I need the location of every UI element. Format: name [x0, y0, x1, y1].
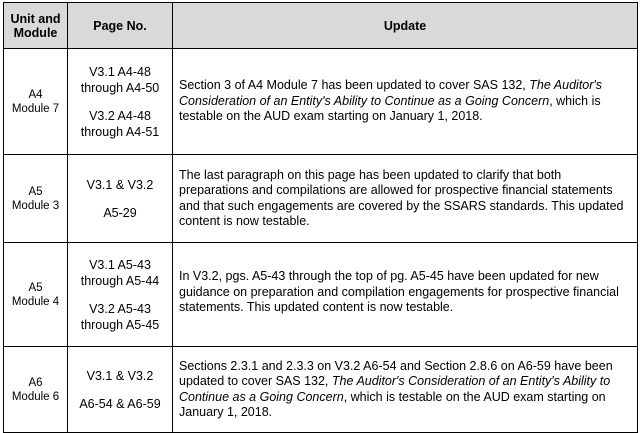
page-range: A5-29 — [103, 205, 137, 220]
table-row — [4, 347, 638, 433]
table-row — [4, 155, 638, 243]
update-text: , which is testable on the AUD exam starting on January 1, 2018. — [179, 93, 601, 124]
page-range: V3.2 A4-48 through A4-51 — [80, 108, 160, 139]
updates-table — [3, 2, 638, 433]
unit-label: A6 — [28, 376, 43, 389]
unit-label: A4 — [28, 88, 43, 101]
page-range: V3.1 A5-43 through A5-44 — [80, 257, 160, 288]
header-update: Update — [173, 3, 638, 49]
unit-module-cell — [4, 243, 68, 347]
update-cell — [173, 49, 638, 155]
page-no-cell — [68, 243, 173, 347]
unit-module-cell — [4, 49, 68, 155]
header-row — [4, 3, 638, 49]
update-text: Sections 2.3.1 and 2.3.3 on V3.2 A6-54 and Section 2.8.6 on A6-59 have been updated to cover SAS 132, — [179, 358, 613, 388]
update-cell — [173, 347, 638, 433]
module-label: Module 6 — [11, 390, 60, 403]
page-range: V3.1 & V3.2 — [86, 368, 154, 383]
update-text: , which is testable on the AUD exam starting on January 1, 2018. — [179, 389, 606, 419]
page-range: V3.1 & V3.2 — [86, 177, 154, 192]
unit-module-cell — [4, 155, 68, 243]
update-text: In V3.2, pgs. A5-43 through the top of pg. A5-45 have been updated for new guidance on preparation and compilation engagements for prospective financial statements. This updated content is now testable. — [179, 269, 619, 314]
table-row — [4, 243, 638, 347]
update-text-italic: The Auditor's Consideration of an Entity's Ability to Continue as a Going Concern — [179, 374, 611, 404]
unit-module-cell — [4, 347, 68, 433]
unit-label: A5 — [28, 185, 43, 198]
page-no-cell — [68, 347, 173, 433]
unit-label: A5 — [28, 281, 43, 294]
update-text: The last paragraph on this page has been updated to clarify that both preparations and compilations are allowed for prospective financial statements and that such engagements are covered by the SSARS standards. This updated content is now testable. — [179, 167, 624, 228]
module-label: Module 7 — [11, 102, 60, 115]
page-no-cell — [68, 49, 173, 155]
update-cell — [173, 243, 638, 347]
update-text-italic: The Auditor's Consideration of an Entity's Ability to Continue as a Going Concern — [179, 78, 603, 108]
header-unit-module: Unit and Module — [4, 3, 68, 49]
page-range: V3.2 A5-43 through A5-45 — [80, 301, 160, 332]
module-label: Module 3 — [11, 199, 60, 212]
update-cell — [173, 155, 638, 243]
page-no-cell — [68, 155, 173, 243]
page-range: A6-54 & A6-59 — [79, 396, 161, 411]
table-row — [4, 49, 638, 155]
page-range: V3.1 A4-48 through A4-50 — [80, 64, 160, 95]
header-page-no: Page No. — [68, 3, 173, 49]
update-text: Section 3 of A4 Module 7 has been updated to cover SAS 132, — [179, 78, 530, 93]
module-label: Module 4 — [11, 295, 60, 308]
